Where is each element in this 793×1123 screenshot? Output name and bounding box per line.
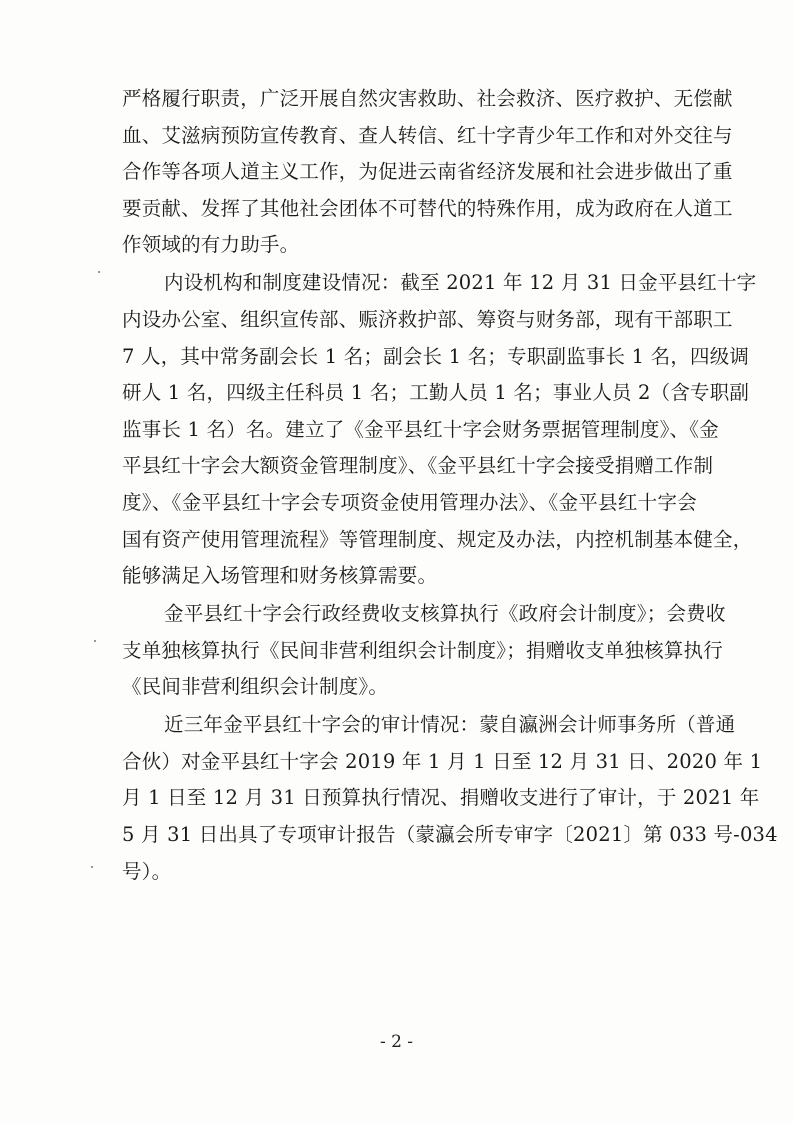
text-line: 月 1 日至 12 月 31 日预算执行情况、捐赠收支进行了审计，于 2021 年	[122, 786, 760, 810]
text-line: 内设机构和制度建设情况：截至 2021 年 12 月 31 日金平县红十字	[164, 271, 757, 295]
text-line: 支单独核算执行《民间非营利组织会计制度》；捐赠收支单独核算执行	[122, 638, 723, 662]
scan-speck	[94, 640, 96, 642]
text-line: 要贡献、发挥了其他社会团体不可替代的特殊作用，成为政府在人道工	[122, 196, 733, 220]
text-line: 监事长 1 名）名。建立了《金平县红十字会财务票据管理制度》、《金	[122, 417, 719, 441]
text-line: 5 月 31 日出具了专项审计报告（蒙瀛会所专审字〔2021〕第 033 号-034	[122, 823, 778, 847]
text-line: 合伙）对金平县红十字会 2019 年 1 月 1 日至 12 月 31 日、2020 年 1	[122, 749, 763, 773]
text-line: 严格履行职责，广泛开展自然灾害救助、社会救济、医疗救护、无偿献	[122, 87, 733, 110]
page-number: - 2 -	[379, 1032, 414, 1052]
document-body	[122, 81, 778, 890]
paragraph-2	[122, 265, 757, 594]
text-line: 金平县红十字会行政经费收支核算执行《政府会计制度》；会费收	[164, 602, 726, 626]
scan-speck	[91, 866, 93, 868]
text-line: 研人 1 名，四级主任科员 1 名；工勤人员 1 名；事业人员 2（含专职副	[122, 381, 750, 405]
text-line: 平县红十字会大额资金管理制度》、《金平县红十字会接受捐赠工作制	[122, 454, 714, 478]
text-line: 度》、《金平县红十字会专项资金使用管理办法》、《金平县红十字会	[122, 490, 697, 514]
text-line: 内设办公室、组织宣传部、赈济救护部、筹资与财务部，现有干部职工	[122, 307, 733, 331]
text-line: 作领域的有力助手。	[122, 233, 300, 257]
scan-speck	[98, 271, 100, 273]
text-line: 近三年金平县红十字会的审计情况：蒙自瀛洲会计师事务所（普通	[164, 713, 736, 737]
text-line: 号）。	[122, 859, 172, 883]
text-line: 7 人，其中常务副会长 1 名；副会长 1 名；专职副监事长 1 名，四级调	[122, 344, 750, 368]
text-line: 《民间非营利组织会计制度》。	[122, 675, 389, 699]
paragraph-3	[122, 596, 726, 706]
text-line: 能够满足入场管理和财务核算需要。	[122, 564, 438, 588]
paragraph-1	[122, 81, 733, 264]
text-line: 国有资产使用管理流程》等管理制度、规定及办法，内控机制基本健全，	[122, 527, 753, 551]
text-line: 合作等各项人道主义工作，为促进云南省经济发展和社会进步做出了重	[122, 160, 733, 184]
paragraph-4	[122, 707, 778, 890]
text-line: 血、艾滋病预防宣传教育、查人转信、红十字青少年工作和对外交往与	[122, 123, 733, 147]
